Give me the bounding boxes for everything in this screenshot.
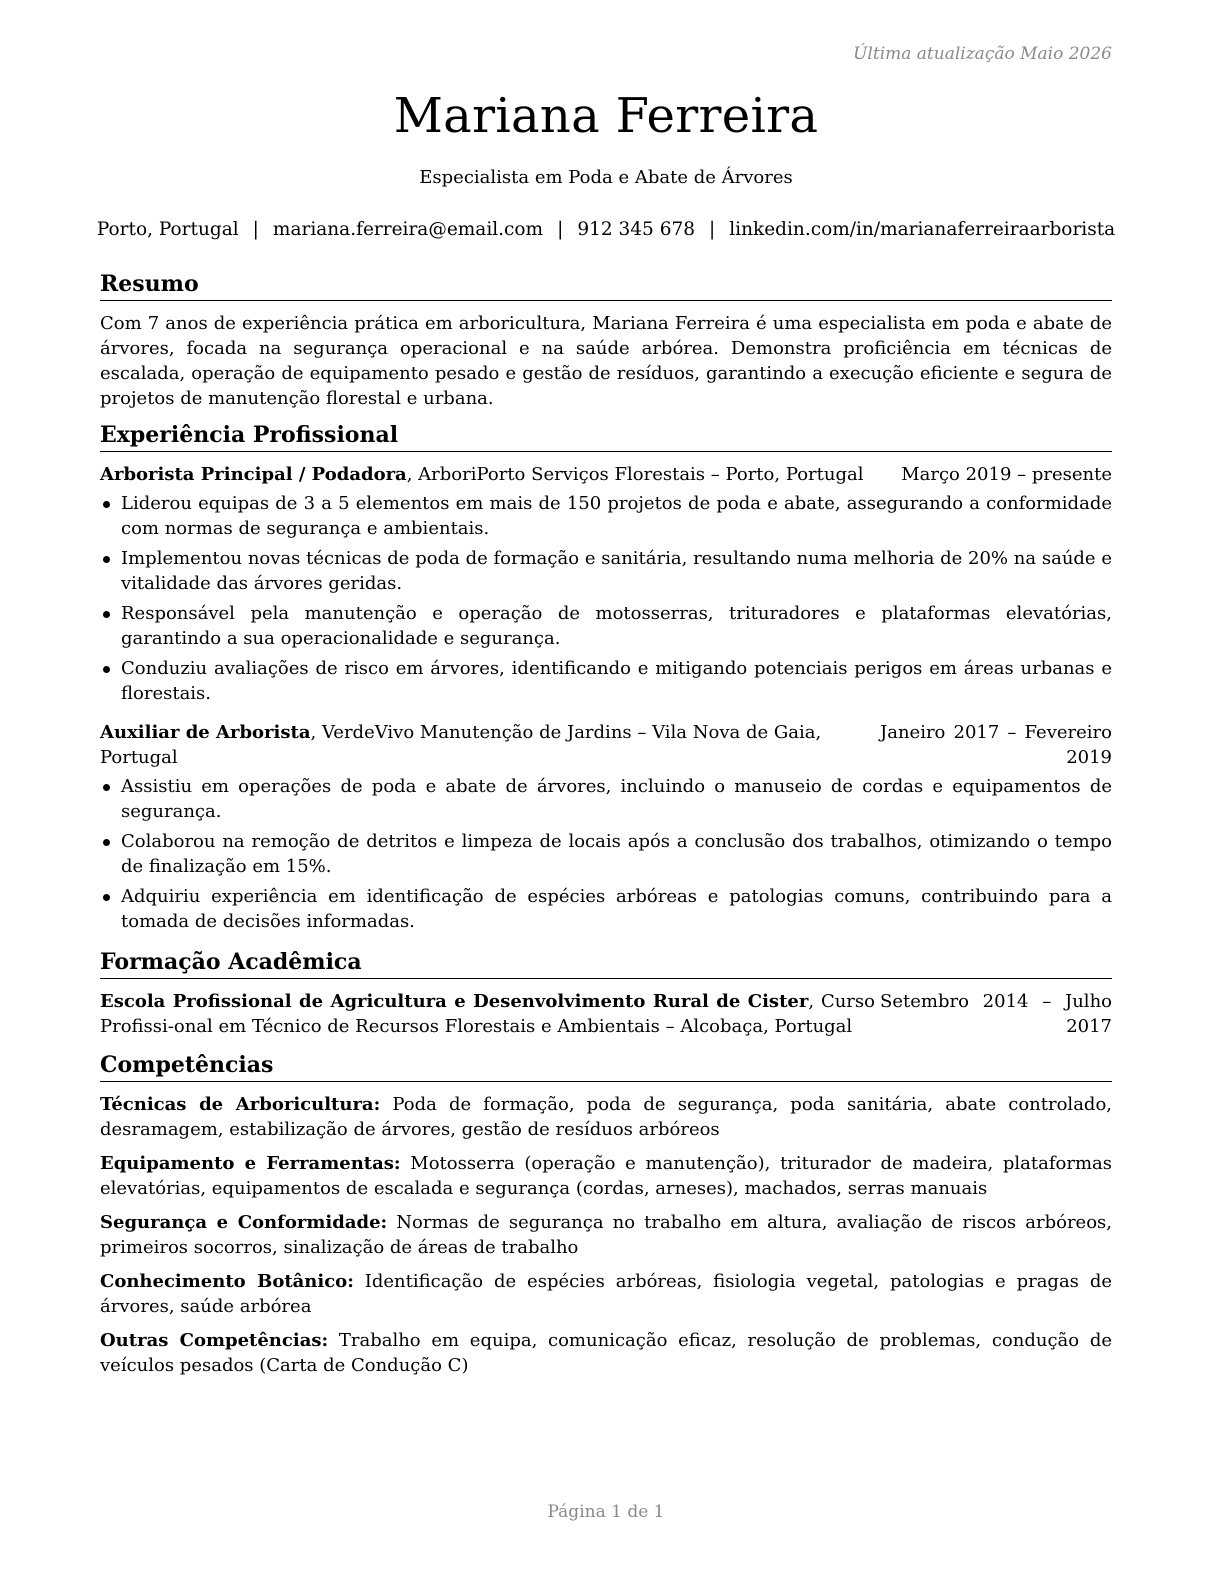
- contact-separator: |: [557, 219, 564, 240]
- education-course: , Curso Profissi-onal em Técnico de Recursos Florestais e Ambientais – Alcobaça, Portugal: [100, 991, 875, 1037]
- contact-location: Porto, Portugal: [96, 219, 239, 240]
- skill-item: [100, 1269, 1112, 1319]
- skill-label: Técnicas de Arboricultura:: [100, 1094, 381, 1115]
- job-entry: [100, 720, 1112, 934]
- job-bullets: [100, 774, 1112, 934]
- skill-item: [100, 1210, 1112, 1260]
- education-dates: Setembro 2014 – Julho 2017: [880, 991, 1112, 1037]
- skills-section: [100, 1051, 1112, 1378]
- job-bullets: [100, 491, 1112, 706]
- contact-email[interactable]: mariana.ferreira@email.com: [272, 219, 544, 240]
- resume-content: [100, 270, 1112, 1387]
- job-title: Especialista em Poda e Abate de Árvores: [419, 167, 793, 188]
- skill-item: [100, 1151, 1112, 1201]
- job-company: , ArboriPorto Serviços Florestais – Porto, Portugal: [406, 464, 864, 485]
- job-header: [100, 462, 1112, 487]
- summary-text: Com 7 anos de experiência prática em arboricultura, Mariana Ferreira é uma especialista em poda e abate de árvores, focada na segurança operacional e na saúde arbórea. Demonstra proficiência em técnicas de escalada, operação de equipamento pesado e gestão de resíduos, garantindo a execução eficiente e segura de projetos de manutenção florestal e urbana.: [100, 313, 1112, 409]
- person-name: Mariana Ferreira: [393, 88, 819, 144]
- education-entry: [100, 989, 1112, 1039]
- list-item: Responsável pela manutenção e operação de motosserras, trituradores e plataformas elevatórias, garantindo a sua operacionalidade e segurança.: [100, 601, 1112, 651]
- education-section: [100, 948, 1112, 1039]
- skill-label: Equipamento e Ferramentas:: [100, 1153, 401, 1174]
- job-company: , VerdeVivo Manutenção de Jardins – Vila Nova de Gaia, Portugal: [100, 722, 822, 768]
- last-updated: Última atualização Maio 2026: [853, 44, 1112, 64]
- skill-item: [100, 1092, 1112, 1142]
- job-role: Arborista Principal / Podadora: [100, 464, 407, 485]
- skill-text: Poda de formação, poda de segurança, poda sanitária, abate controlado, desramagem, estabilização de árvores, gestão de resíduos arbóreos: [100, 1094, 1113, 1140]
- list-item: Liderou equipas de 3 a 5 elementos em mais de 150 projetos de poda e abate, assegurando a conformidade com normas de segurança e ambientais.: [100, 491, 1112, 541]
- section-title-experience: Experiência Profissional: [100, 421, 1112, 452]
- job-dates: Janeiro 2017 – Fevereiro 2019: [880, 722, 1112, 768]
- list-item: Assistiu em operações de poda e abate de árvores, incluindo o manuseio de cordas e equipamentos de segurança.: [100, 774, 1112, 824]
- contact-separator: |: [709, 219, 716, 240]
- skill-text: Motosserra (operação e manutenção), triturador de madeira, plataformas elevatórias, equipamentos de escalada e segurança (cordas, arneses), machados, serras manuais: [100, 1153, 1112, 1199]
- list-item: Implementou novas técnicas de poda de formação e sanitária, resultando numa melhoria de 20% na saúde e vitalidade das árvores geridas.: [100, 546, 1112, 596]
- summary-section: [100, 270, 1112, 411]
- skill-item: [100, 1328, 1112, 1378]
- list-item: Colaborou na remoção de detritos e limpeza de locais após a conclusão dos trabalhos, otimizando o tempo de finalização em 15%.: [100, 829, 1112, 879]
- contact-linkedin[interactable]: linkedin.com/in/marianaferreiraarborista: [729, 219, 1116, 240]
- list-item: Adquiriu experiência em identificação de espécies arbóreas e patologias comuns, contribuindo para a tomada de decisões informadas.: [100, 884, 1112, 934]
- skill-text: Identificação de espécies arbóreas, fisiologia vegetal, patologias e pragas de árvores, saúde arbórea: [100, 1271, 1112, 1317]
- skill-label: Segurança e Conformidade:: [100, 1212, 388, 1233]
- skill-text: Trabalho em equipa, comunicação eficaz, resolução de problemas, condução de veículos pesados (Carta de Condução C): [100, 1330, 1112, 1376]
- section-title-skills: Competências: [100, 1051, 1112, 1082]
- job-entry: [100, 462, 1112, 706]
- section-title-education: Formação Acadêmica: [100, 948, 1112, 979]
- skill-label: Outras Competências:: [100, 1330, 329, 1351]
- experience-section: [100, 421, 1112, 934]
- job-dates: Março 2019 – presente: [901, 464, 1112, 485]
- skill-label: Conhecimento Botânico:: [100, 1271, 354, 1292]
- education-school: Escola Profissional de Agricultura e Desenvolvimento Rural de Cister: [100, 991, 809, 1012]
- contact-phone: 912 345 678: [577, 219, 696, 240]
- section-title-summary: Resumo: [100, 270, 1112, 301]
- page-number: Página 1 de 1: [547, 1502, 665, 1522]
- contact-separator: |: [252, 219, 259, 240]
- job-role: Auxiliar de Arborista: [100, 722, 311, 743]
- contact-line: [0, 219, 1212, 240]
- job-header: [100, 720, 1112, 770]
- skill-text: Normas de segurança no trabalho em altura, avaliação de riscos arbóreos, primeiros socorros, sinalização de áreas de trabalho: [100, 1212, 1113, 1258]
- list-item: Conduziu avaliações de risco em árvores, identificando e mitigando potenciais perigos em áreas urbanas e florestais.: [100, 656, 1112, 706]
